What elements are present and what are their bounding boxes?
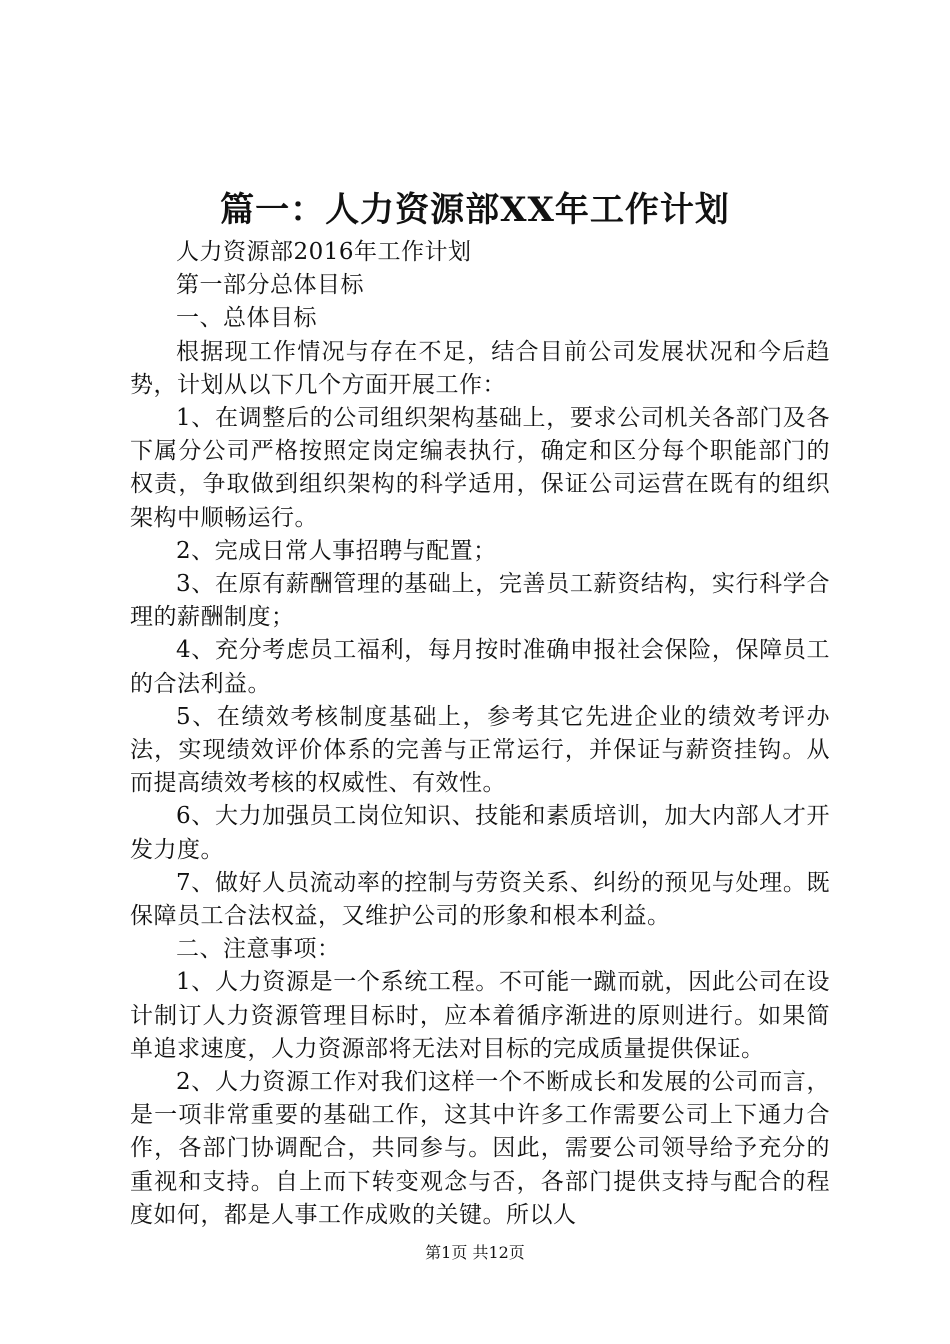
- paragraph: 第一部分总体目标: [176, 272, 364, 299]
- paragraph: 1、在调整后的公司组织架构基础上，要求公司机关各部门及各下属分公司严格按照定岗定编表执行，确定和区分每个职能部门的权责，争取做到组织架构的科学适用，保证公司运营在既有的组织架构中顺畅运行。: [130, 405, 830, 531]
- paragraph: 6、大力加强员工岗位知识、技能和素质培训，加大内部人才开发力度。: [130, 803, 830, 863]
- paragraph: 2、人力资源工作对我们这样一个不断成长和发展的公司而言，是一项非常重要的基础工作，这其中许多工作需要公司上下通力合作，各部门协调配合，共同参与。因此，需要公司领导给予充分的重视和支持。自上而下转变观念与否，各部门提供支持与配合的程度如何，都是人事工作成败的关键。所以人: [130, 1069, 830, 1228]
- paragraph: 一、总体目标: [176, 305, 317, 332]
- paragraph: 7、做好人员流动率的控制与劳资关系、纠纷的预见与处理。既保障员工合法权益，又维护公司的形象和根本利益。: [130, 869, 830, 930]
- paragraph: 人力资源部2016年工作计划: [176, 239, 472, 265]
- paragraph: 1、人力资源是一个系统工程。不可能一蹴而就，因此公司在设计制订人力资源管理目标时，应本着循序渐进的原则进行。如果简单追求速度，人力资源部将无法对目标的完成质量提供保证。: [130, 969, 830, 1062]
- paragraph: 4、充分考虑员工福利，每月按时准确申报社会保险，保障员工的合法利益。: [130, 637, 830, 697]
- paragraph: 3、在原有薪酬管理的基础上，完善员工薪资结构，实行科学合理的薪酬制度；: [130, 571, 830, 631]
- paragraph: 根据现工作情况与存在不足，结合目前公司发展状况和今后趋势，计划从以下几个方面开展工作：: [130, 338, 830, 398]
- document-title: 篇一：人力资源部XX年工作计划: [220, 190, 730, 230]
- page-number-footer: 第1页 共12页: [425, 1243, 525, 1262]
- paragraph: 2、完成日常人事招聘与配置；: [176, 537, 497, 564]
- document-body: [130, 236, 830, 1232]
- paragraph: 5、在绩效考核制度基础上，参考其它先进企业的绩效考评办法，实现绩效评价体系的完善与正常运行，并保证与薪资挂钩。从而提高绩效考核的权威性、有效性。: [130, 703, 830, 797]
- paragraph: 二、注意事项：: [176, 936, 341, 963]
